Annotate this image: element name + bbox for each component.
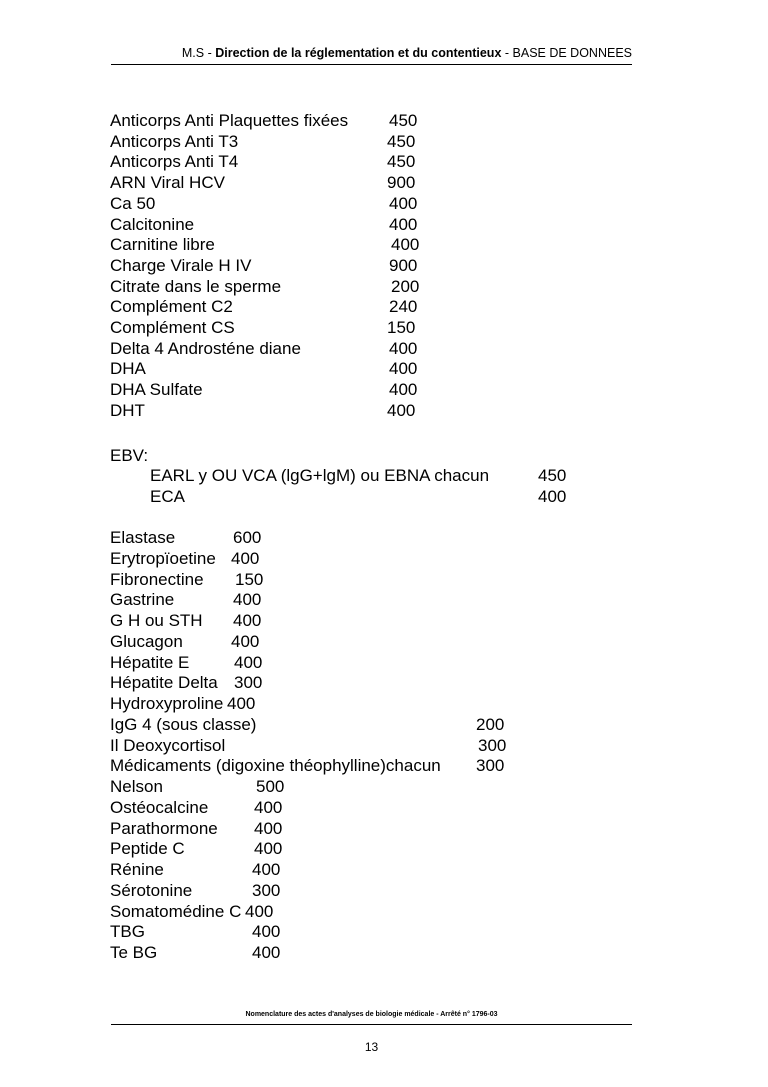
item-value: 450 [389, 111, 418, 130]
item-label: TBG [110, 922, 145, 942]
item-label: Complément CS [110, 318, 235, 337]
item-label: Glucagon [110, 631, 183, 651]
item-value: 400 [231, 548, 260, 568]
item-value: 500 [256, 777, 285, 796]
item-label: Gastrine [110, 590, 175, 610]
item-value: 600 [233, 528, 262, 547]
item-label: Anticorps Anti Plaquettes fixées [110, 111, 349, 130]
item-value: 400 [389, 214, 418, 234]
item-value: 400 [389, 380, 418, 400]
item-value: 400 [254, 818, 283, 838]
item-label: Anticorps Anti T3 [110, 131, 239, 151]
item-value: 150 [387, 318, 416, 337]
item-value: 400 [389, 338, 418, 358]
item-value: 900 [387, 173, 416, 193]
item-value: 400 [231, 631, 260, 651]
item-label: Elastase [110, 528, 176, 547]
item-value: 400 [252, 860, 281, 879]
item-label: Peptide C [110, 839, 185, 859]
item-label: IgG 4 (sous classe) [110, 714, 257, 734]
item-value: 450 [387, 152, 416, 172]
item-label: Parathormone [110, 818, 218, 838]
item-label: ECA [150, 487, 185, 506]
header-title: Direction de la réglementation et du contentieux [215, 46, 502, 60]
item-value: 240 [389, 297, 418, 317]
item-value: 400 [254, 797, 283, 817]
item-value: 450 [538, 466, 567, 485]
item-value: 400 [234, 652, 263, 672]
item-label: Somatomédine C [110, 901, 242, 921]
item-value: 400 [389, 359, 418, 379]
item-label: Médicaments (digoxine théophylline)chacun [110, 756, 441, 776]
item-value: 400 [233, 590, 262, 610]
item-value: 400 [252, 943, 281, 962]
item-label: DHT [110, 400, 145, 420]
item-value: 450 [387, 131, 416, 151]
item-value: 200 [476, 714, 505, 734]
item-label: EBV: [110, 446, 149, 465]
item-value: 300 [476, 756, 505, 776]
item-value: 400 [387, 400, 416, 420]
item-label: Charge Virale H IV [110, 255, 252, 275]
item-label: Fibronectine [110, 569, 204, 589]
item-value: 900 [389, 255, 418, 275]
item-label: Sérotonine [110, 880, 193, 900]
footer-text: Nomenclature des actes d'analyses de biologie médicale - Arrêté n° 1796-03 [245, 1011, 498, 1018]
item-value: 300 [478, 735, 507, 755]
item-value: 400 [233, 611, 262, 630]
item-value: 400 [245, 901, 274, 921]
item-label: DHA Sulfate [110, 380, 203, 400]
item-label: Hydroxyproline [110, 694, 224, 713]
item-value: 400 [227, 694, 256, 713]
item-label: Ostéocalcine [110, 797, 209, 817]
item-value: 200 [391, 276, 420, 296]
item-value: 400 [254, 839, 283, 859]
item-label: Il Deoxycortisol [110, 735, 226, 755]
item-label: Ca 50 [110, 193, 156, 213]
item-value: 400 [391, 235, 420, 255]
header-prefix: M.S - [181, 46, 216, 60]
item-label: Hépatite Delta [110, 673, 218, 693]
item-label: Nelson [110, 777, 163, 796]
item-label: EARL y OU VCA (lgG+lgM) ou EBNA chacun [150, 466, 490, 485]
item-label: Anticorps Anti T4 [110, 152, 239, 172]
header-suffix: - BASE DE DONNEES [501, 46, 632, 60]
item-label: Rénine [110, 860, 164, 879]
item-label: Carnitine libre [110, 235, 215, 255]
header-rule [111, 64, 632, 65]
item-value: 400 [389, 193, 418, 213]
page-header [111, 46, 632, 60]
footer-rule [111, 1024, 632, 1025]
item-label: Citrate dans le sperme [110, 276, 282, 296]
item-label: Delta 4 Androsténe diane [110, 338, 301, 358]
item-label: DHA [110, 359, 146, 379]
page-number: 13 [364, 1040, 379, 1054]
item-label: Hépatite E [110, 652, 190, 672]
item-label: G H ou STH [110, 611, 203, 630]
item-label: Complément C2 [110, 297, 233, 317]
item-value: 300 [234, 673, 263, 693]
item-label: Te BG [110, 943, 158, 962]
item-value: 400 [538, 487, 567, 506]
item-value: 300 [252, 880, 281, 900]
item-value: 150 [235, 569, 264, 589]
item-label: Calcitonine [110, 214, 195, 234]
item-label: ARN Viral HCV [110, 173, 225, 193]
item-label: Erytropïoetine [110, 548, 216, 568]
item-value: 400 [252, 922, 281, 942]
